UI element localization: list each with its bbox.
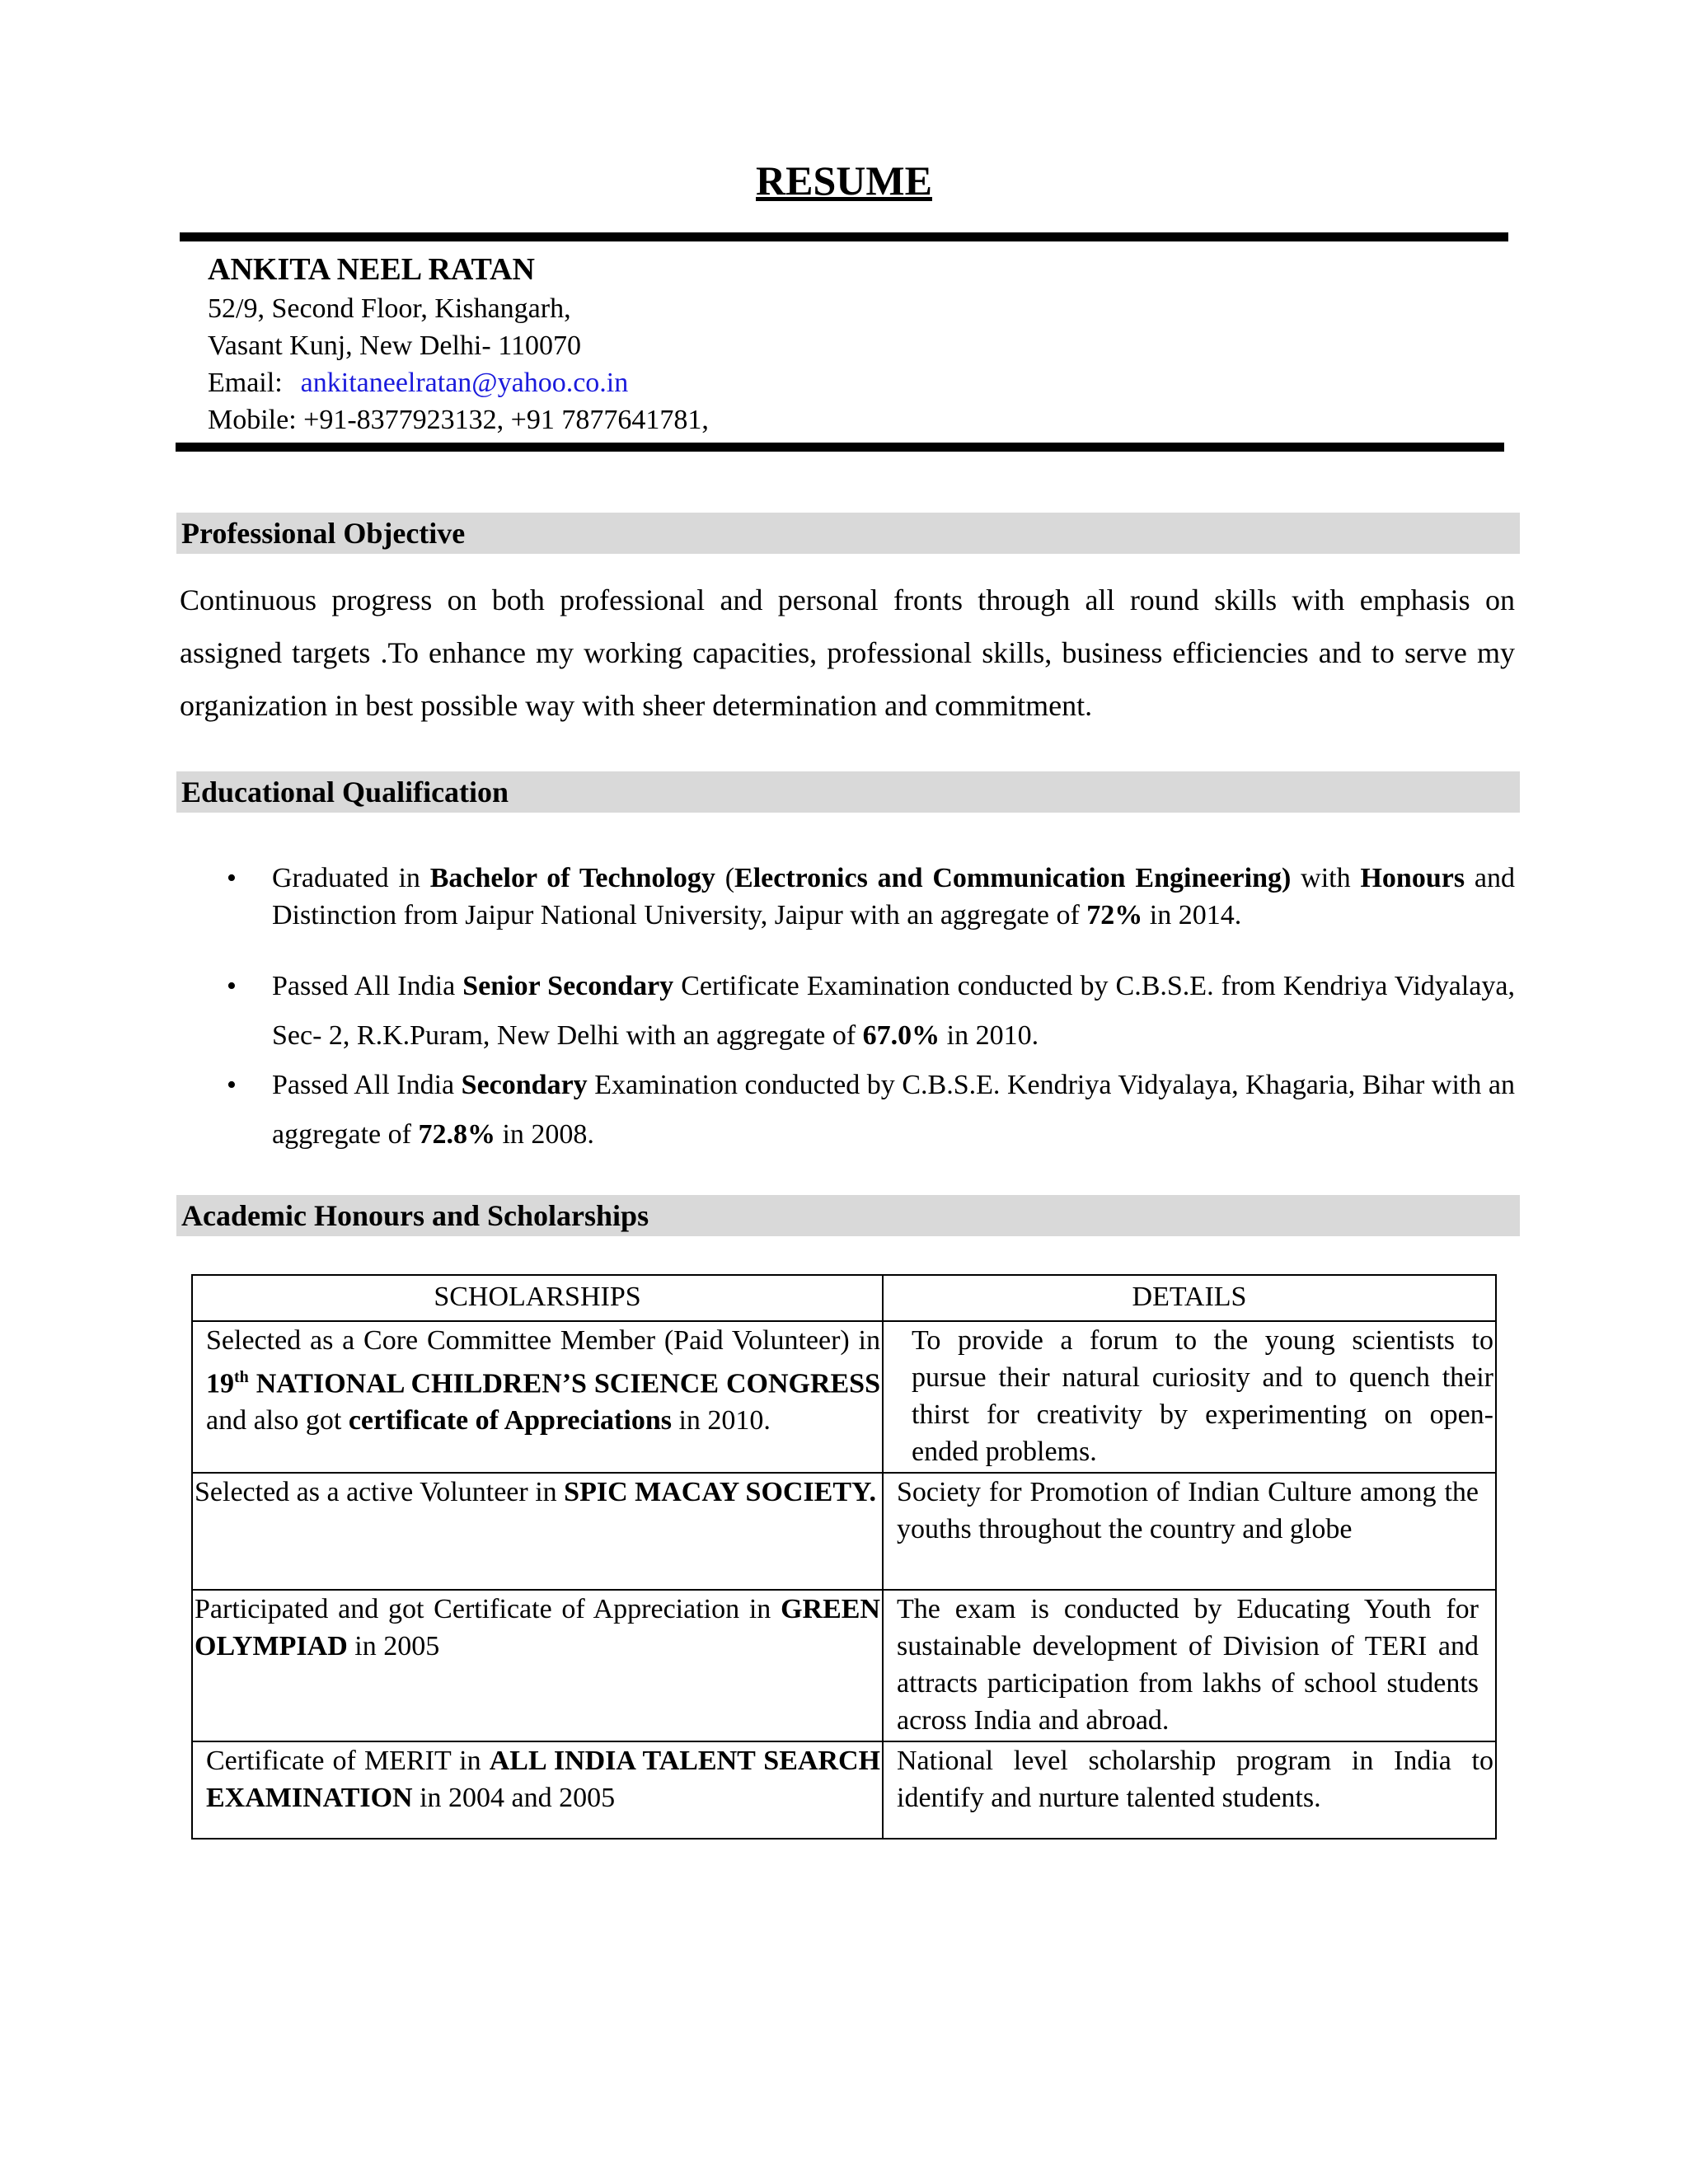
column-header-details: DETAILS: [883, 1275, 1496, 1321]
scholarship-cell: Selected as a Core Committee Member (Paid Volunteer) in 19th NATIONAL CHILDREN’S SCIENCE CONGRESS and also got certificate of Appreciations in 2010.: [192, 1321, 883, 1473]
education-item-secondary: • Passed All India Secondary Examination conducted by C.B.S.E. Kendriya Vidyalaya, Khagaria, Bihar with an aggregate of 72.8% in 2008.: [272, 1061, 1515, 1160]
header-bottom-rule: [176, 443, 1504, 452]
honours-table: [191, 1274, 1497, 1840]
bullet-icon: •: [227, 1070, 237, 1100]
page-title: RESUME: [756, 157, 932, 204]
contact-block: [208, 249, 1444, 438]
education-item-senior-secondary: • Passed All India Senior Secondary Certificate Examination conducted by C.B.S.E. from Kendriya Vidyalaya, Sec- 2, R.K.Puram, New Delhi with an aggregate of 67.0% in 2010.: [272, 962, 1515, 1061]
education-item-btech: • Graduated in Bachelor of Technology (Electronics and Communication Engineering) with Honours and Distinction from Jaipur National University, Jaipur with an aggregate of 72% in 2014.: [272, 860, 1515, 934]
scholarship-cell: Participated and got Certificate of Appreciation in GREEN OLYMPIAD in 2005: [192, 1590, 883, 1741]
table-row: [192, 1473, 1496, 1590]
email-link[interactable]: ankitaneelratan@yahoo.co.in: [300, 368, 629, 398]
email-label: Email:: [208, 368, 283, 398]
address-line-1: 52/9, Second Floor, Kishangarh,: [208, 293, 571, 324]
mobile-line: Mobile: +91-8377923132, +91 7877641781,: [208, 405, 709, 435]
column-header-scholarships: SCHOLARSHIPS: [192, 1275, 883, 1321]
section-heading-honours: Academic Honours and Scholarships: [176, 1195, 1520, 1236]
table-row: [192, 1590, 1496, 1741]
details-cell: To provide a forum to the young scientists to pursue their natural curiosity and to quench their thirst for creativity by experimenting on open-ended problems.: [883, 1321, 1496, 1473]
section-heading-education: Educational Qualification: [176, 771, 1520, 813]
scholarship-cell: Selected as a active Volunteer in SPIC MACAY SOCIETY.: [192, 1473, 883, 1590]
table-header-row: [192, 1275, 1496, 1321]
section-heading-objective: Professional Objective: [176, 513, 1520, 554]
details-cell: The exam is conducted by Educating Youth for sustainable development of Division of TERI and attracts participation from lakhs of school students across India and abroad.: [883, 1590, 1496, 1741]
table-row: [192, 1321, 1496, 1473]
details-cell: National level scholarship program in India to identify and nurture talented students.: [883, 1741, 1496, 1839]
header-top-rule: [180, 232, 1508, 241]
email-line: [208, 364, 1444, 401]
details-cell: Society for Promotion of Indian Culture among the youths throughout the country and globe: [883, 1473, 1496, 1590]
address-line-2: Vasant Kunj, New Delhi- 110070: [208, 330, 581, 361]
scholarship-cell: Certificate of MERIT in ALL INDIA TALENT SEARCH EXAMINATION in 2004 and 2005: [192, 1741, 883, 1839]
bullet-icon: •: [227, 863, 237, 893]
bullet-icon: •: [227, 971, 237, 1001]
table-row: [192, 1741, 1496, 1839]
objective-text: Continuous progress on both professional and personal fronts through all round skills with emphasis on assigned targets .To enhance my working capacities, professional skills, business efficiencies and to serve my organization in best possible way with sheer determination and commitment.: [180, 583, 1515, 722]
candidate-name: ANKITA NEEL RATAN: [208, 252, 535, 287]
